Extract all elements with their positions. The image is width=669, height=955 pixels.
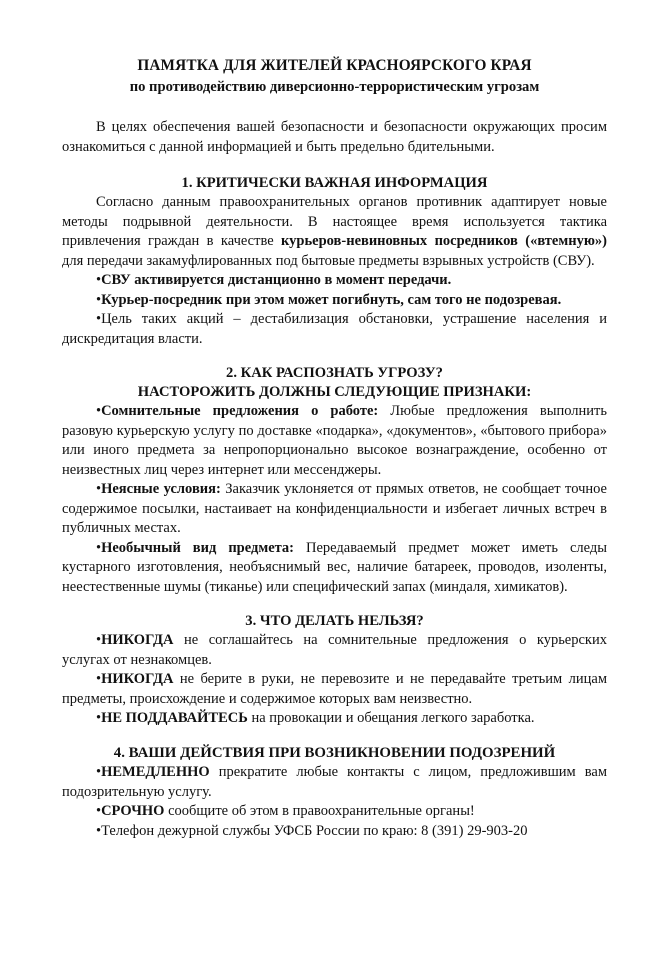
section-heading-block-4: [62, 744, 607, 763]
bullet-glyph-icon: •: [96, 403, 102, 420]
bullet-item: [62, 271, 607, 291]
document-sections: [62, 174, 607, 841]
body-text: Передаваемый предмет может иметь следы кустарного изготовления, необъяснимый вес, наличие батареек, проводов, изоленты, неестественные шумы (тиканье) или специфический запах (миндаля, химикатов).: [62, 539, 607, 595]
body-text: не соглашайтесь на сомнительные предложения о курьерских услугах от незнакомцев.: [62, 632, 607, 668]
section-subheading: НАСТОРОЖИТЬ ДОЛЖНЫ СЛЕДУЮЩИЕ ПРИЗНАКИ:: [137, 384, 532, 401]
emphasis-text: СРОЧНО: [101, 803, 165, 820]
emphasis-text: курьеров-невиновных посредников («втемную»): [281, 233, 607, 250]
page-title: ПАМЯТКА ДЛЯ ЖИТЕЛЕЙ КРАСНОЯРСКОГО КРАЯ: [137, 57, 532, 74]
section-heading: 4. ВАШИ ДЕЙСТВИЯ ПРИ ВОЗНИКНОВЕНИИ ПОДОЗРЕНИЙ: [113, 744, 556, 761]
bullet-glyph-icon: •: [96, 764, 102, 781]
page-subtitle: по противодействию диверсионно-террористическим угрозам: [129, 79, 540, 96]
bullet-item: [62, 480, 607, 539]
bullet-item: [62, 631, 607, 670]
section-heading-block-3: [62, 612, 607, 631]
body-text: Любые предложения выполнить разовую курьерскую услугу по доставке «подарка», «документов», «бытового прибора» или иного предмета за непропорционально высокое вознаграждение, особенно от неизвестных лиц через интернет или мессенджеры.: [62, 403, 607, 478]
body-paragraph: [62, 193, 607, 271]
intro-block: [62, 118, 607, 157]
bullet-glyph-icon: •: [96, 311, 102, 328]
section-heading: 1. КРИТИЧЕСКИ ВАЖНАЯ ИНФОРМАЦИЯ: [181, 175, 488, 192]
section-heading: 3. ЧТО ДЕЛАТЬ НЕЛЬЗЯ?: [245, 613, 424, 630]
emphasis-text: НЕ ПОДДАВАЙТЕСЬ: [101, 710, 248, 727]
body-text: на провокации и обещания легкого заработка.: [247, 710, 535, 727]
body-text: Цель таких акций – дестабилизация обстановки, устрашение населения и дискредитация власти.: [62, 311, 607, 347]
bullet-glyph-icon: •: [96, 671, 102, 688]
emphasis-text: Сомнительные предложения о работе:: [101, 403, 379, 420]
bullet-glyph-icon: •: [96, 632, 102, 649]
bullet-glyph-icon: •: [96, 272, 102, 289]
bullet-glyph-icon: •: [96, 710, 102, 727]
emphasis-text: Неясные условия:: [101, 481, 221, 498]
bullet-item: [62, 763, 607, 802]
bullet-item: [62, 802, 607, 822]
emphasis-text: Необычный вид предмета:: [101, 539, 295, 556]
bullet-glyph-icon: •: [96, 291, 102, 308]
emphasis-text: НЕМЕДЛЕННО: [101, 764, 210, 781]
body-text: Согласно данным правоохранительных органов противник адаптирует новые методы подрывной деятельности. В настоящее время используется тактика привлечения граждан в качестве: [62, 194, 607, 250]
section-heading-block-2: [62, 364, 607, 402]
emphasis-text: НИКОГДА: [101, 632, 174, 649]
bullet-item: [62, 822, 607, 842]
bullet-item: [62, 310, 607, 349]
emphasis-text: СВУ активируется дистанционно в момент передачи.: [101, 272, 452, 289]
bullet-item: [62, 670, 607, 709]
bullet-item: [62, 539, 607, 598]
bullet-glyph-icon: •: [96, 481, 102, 498]
body-text: Телефон дежурной службы УФСБ России по краю: 8 (391) 29-903-20: [101, 822, 528, 839]
body-text: для передачи закамуфлированных под бытовые предметы взрывных устройств (СВУ).: [62, 252, 595, 269]
body-text: Заказчик уклоняется от прямых ответов, не сообщает точное содержимое посылки, настаивает на конфиденциальности и избегает личных встреч в публичных местах.: [62, 481, 607, 537]
section-heading-block-1: [62, 174, 607, 193]
section-heading: 2. КАК РАСПОЗНАТЬ УГРОЗУ?: [226, 365, 443, 382]
body-text: не берите в руки, не перевозите и не передавайте третьим лицам предметы, происхождение и содержимое которых вам неизвестно.: [62, 671, 607, 707]
emphasis-text: Курьер-посредник при этом может погибнуть, сам того не подозревая.: [101, 291, 562, 308]
emphasis-text: НИКОГДА: [101, 671, 174, 688]
intro-paragraph: В целях обеспечения вашей безопасности и безопасности окружающих просим ознакомиться с данной информацией и быть предельно бдительными.: [62, 119, 607, 155]
bullet-item: [62, 709, 607, 729]
body-text: прекратите любые контакты с лицом, предложившим вам подозрительную услугу.: [62, 764, 607, 800]
bullet-glyph-icon: •: [96, 822, 102, 839]
bullet-glyph-icon: •: [96, 803, 102, 820]
body-text: сообщите об этом в правоохранительные органы!: [164, 803, 475, 820]
bullet-glyph-icon: •: [96, 539, 102, 556]
bullet-item: [62, 291, 607, 311]
bullet-item: [62, 402, 607, 480]
